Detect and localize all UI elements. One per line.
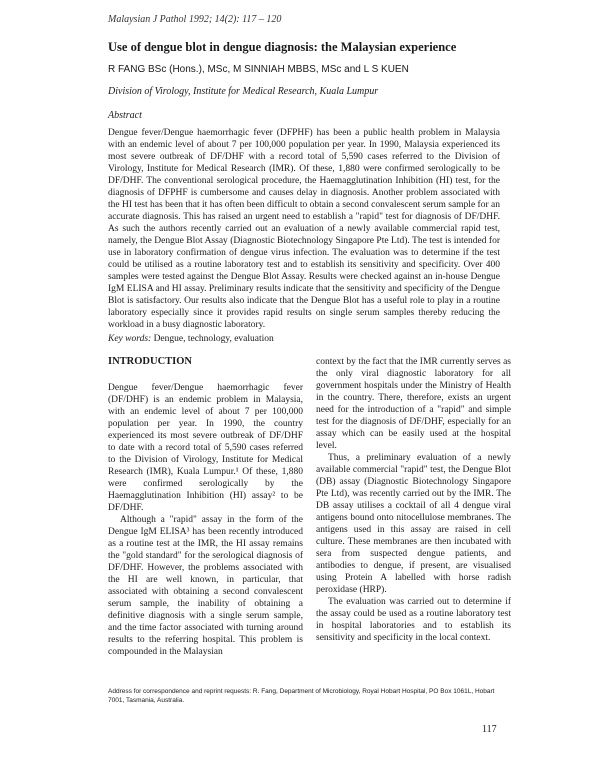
right-column: [316, 356, 511, 644]
keywords: [108, 334, 500, 344]
running-head: Malaysian J Pathol 1992; 14(2): 117 – 120: [108, 14, 282, 25]
correspondence-footnote: Address for correspondence and reprint requests: R. Fang, Department of Microbiology, Royal Hobart Hospital, PO Box 1061L, Hobart 7001, Tasmania, Australia.: [108, 688, 495, 704]
intro-paragraph-3: context by the fact that the IMR currently serves as the only viral diagnostic laboratory for all government hospitals under the Ministry of Health in the country. There, therefore, exists an urgent need for the introduction of a "rapid" and simple test for the diagnosis of DF/DHF, especially for an assay which can be easily used at the hospital level.: [316, 357, 511, 451]
intro-paragraph-4: Thus, a preliminary evaluation of a newly available commercial "rapid" test, the Dengue Blot (DB) assay (Diagnostic Biotechnology Singapore Pte Ltd), was recently carried out by the IMR. The DB assay utilises a cocktail of all 4 dengue viral antigens bound onto nitocellulose membranes. The antigens used in this assay are raised in cell culture. These membranes are then incubated with sera from suspected dengue patients, and antibodies to dengue, if present, are visualised using Protein A labelled with horse radish peroxidase (HRP).: [316, 453, 511, 595]
page-number: 117: [482, 724, 497, 735]
keywords-label: Key words:: [108, 334, 152, 344]
abstract-heading: Abstract: [108, 110, 142, 121]
intro-paragraph-5: The evaluation was carried out to determine if the assay could be used as a routine laboratory test in hospital laboratories and to establish its sensitivity and specificity in the local context.: [316, 597, 511, 643]
intro-paragraph-2: Although a "rapid" assay in the form of the Dengue IgM ELISA³ has been recently introduced as a routine test at the IMR, the HI assay remains the "gold standard" for the serological diagnosis of DF/DHF. However, the problems associated with the HI are well known, in particular, that associated with obtaining a second convalescent serum sample, the inability of obtaining a definitive diagnosis with a single serum sample, and the time factor associated with turning around results to the referring hospital. This problem is compounded in the Malaysian: [108, 515, 303, 657]
author-list: R FANG BSc (Hons.), MSc, M SINNIAH MBBS, MSc and L S KUEN: [108, 64, 409, 75]
affiliation: Division of Virology, Institute for Medical Research, Kuala Lumpur: [108, 86, 379, 97]
keywords-value: Dengue, technology, evaluation: [153, 334, 274, 344]
intro-paragraph-1: Dengue fever/Dengue haemorrhagic fever (DF/DHF) is an endemic problem in Malaysia, with an endemic level of about 7 per 100,000 population per year. In 1990, the country experienced its most severe outbreak of DF/DHF to date with a record total of 5,590 cases referred to the Division of Virology, Institute for Medical Research (IMR), Kuala Lumpur.¹ Of these, 1,880 were confirmed serologically by the Haemagglutination Inhibition (HI) assay² to be DF/DHF.: [108, 383, 303, 513]
left-column: [108, 356, 303, 658]
introduction-heading: INTRODUCTION: [108, 356, 193, 367]
article-title: Use of dengue blot in dengue diagnosis: the Malaysian experience: [108, 40, 457, 54]
abstract-body: Dengue fever/Dengue haemorrhagic fever (DFPHF) has been a public health problem in Malaysia with an endemic level of about 7 per 100,000 population per year. In 1990, Malaysia experienced its most severe outbreak of DF/DHF with a record total of 5,590 cases referred to the Division of Virology, Institute for Medical Research (IMR). Of these, 1,880 were confirmed serologically to be DF/DHF. The conventional serological procedure, the Haemagglutination Inhibition (HI) test, for the diagnosis of DFPHF is cumbersome and causes delay in diagnosis. Another problem associated with the HI test has been that it has often been difficult to obtain a second convalescent serum sample for an accurate diagnosis. This has raised an urgent need to establish a "rapid" test for diagnosis of DF/DHF. As such the authors recently carried out an evaluation of a newly available commercial rapid test, namely, the Dengue Blot Assay (Diagnostic Biotechnology Singapore Pte Ltd). The test is intended for use in laboratory confirmation of dengue virus infection. The evaluation was to determine if the test could be utilised as a routine laboratory test and to establish its sensitivity and specificity. Over 400 samples were tested against the Dengue Blot Assay. Results were checked against an in-house Dengue IgM ELISA and HI assay. Preliminary results indicate that the sensitivity and specificity of the Dengue Blot is satisfactory. Our results also indicate that the Dengue Blot has a useful role to play in a routine laboratory especially since it provides rapid results on single serum samples thereby reducing the workload in a busy diagnostic laboratory.: [108, 128, 500, 330]
